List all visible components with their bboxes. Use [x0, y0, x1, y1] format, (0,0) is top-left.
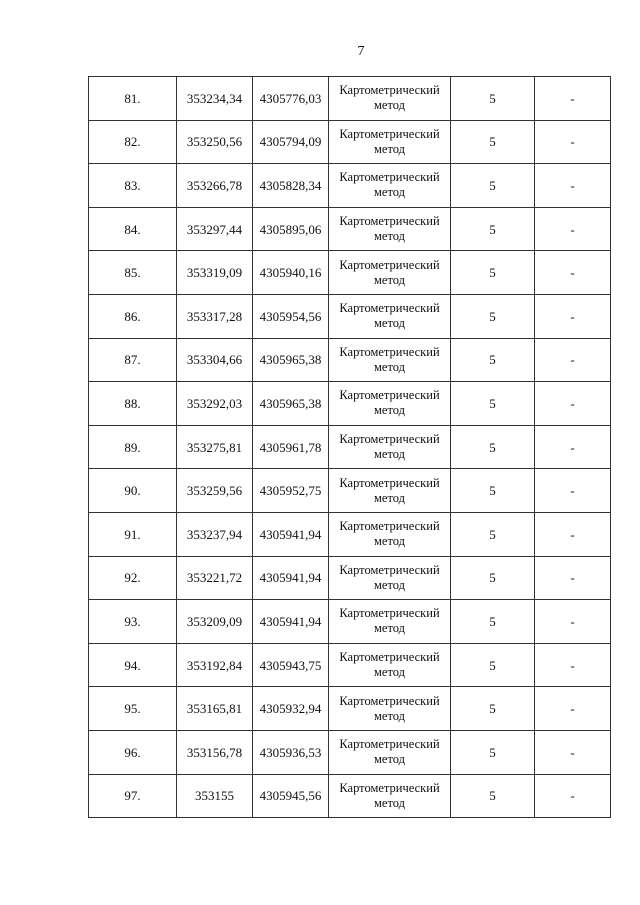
- y-coordinate-cell: 4305828,34: [253, 164, 329, 208]
- y-coordinate-cell: 4305941,94: [253, 512, 329, 556]
- description-cell: -: [535, 425, 611, 469]
- y-coordinate-cell: 4305943,75: [253, 643, 329, 687]
- table-row: [89, 774, 611, 818]
- accuracy-cell: 5: [451, 382, 535, 426]
- y-coordinate-cell: 4305936,53: [253, 730, 329, 774]
- x-coordinate-cell: 353297,44: [177, 207, 253, 251]
- accuracy-cell: 5: [451, 687, 535, 731]
- coordinates-table-body: [89, 77, 611, 818]
- point-number-cell: 87.: [89, 338, 177, 382]
- y-coordinate-cell: 4305961,78: [253, 425, 329, 469]
- y-coordinate-cell: 4305965,38: [253, 382, 329, 426]
- table-row: [89, 469, 611, 513]
- method-cell: Картометрический метод: [329, 207, 451, 251]
- x-coordinate-cell: 353292,03: [177, 382, 253, 426]
- x-coordinate-cell: 353319,09: [177, 251, 253, 295]
- y-coordinate-cell: 4305965,38: [253, 338, 329, 382]
- description-cell: -: [535, 382, 611, 426]
- accuracy-cell: 5: [451, 469, 535, 513]
- y-coordinate-cell: 4305952,75: [253, 469, 329, 513]
- coordinates-table: [88, 76, 611, 818]
- description-cell: -: [535, 164, 611, 208]
- accuracy-cell: 5: [451, 251, 535, 295]
- table-row: [89, 251, 611, 295]
- point-number-cell: 86.: [89, 294, 177, 338]
- method-cell: Картометрический метод: [329, 774, 451, 818]
- y-coordinate-cell: 4305895,06: [253, 207, 329, 251]
- accuracy-cell: 5: [451, 294, 535, 338]
- point-number-cell: 92.: [89, 556, 177, 600]
- accuracy-cell: 5: [451, 556, 535, 600]
- y-coordinate-cell: 4305932,94: [253, 687, 329, 731]
- table-row: [89, 512, 611, 556]
- point-number-cell: 85.: [89, 251, 177, 295]
- table-row: [89, 600, 611, 644]
- point-number-cell: 91.: [89, 512, 177, 556]
- x-coordinate-cell: 353155: [177, 774, 253, 818]
- table-row: [89, 294, 611, 338]
- y-coordinate-cell: 4305794,09: [253, 120, 329, 164]
- description-cell: -: [535, 294, 611, 338]
- accuracy-cell: 5: [451, 512, 535, 556]
- method-cell: Картометрический метод: [329, 382, 451, 426]
- description-cell: -: [535, 774, 611, 818]
- accuracy-cell: 5: [451, 425, 535, 469]
- method-cell: Картометрический метод: [329, 425, 451, 469]
- point-number-cell: 84.: [89, 207, 177, 251]
- x-coordinate-cell: 353266,78: [177, 164, 253, 208]
- page-number: 7: [357, 44, 365, 59]
- description-cell: -: [535, 730, 611, 774]
- accuracy-cell: 5: [451, 774, 535, 818]
- description-cell: -: [535, 251, 611, 295]
- method-cell: Картометрический метод: [329, 77, 451, 121]
- x-coordinate-cell: 353209,09: [177, 600, 253, 644]
- point-number-cell: 89.: [89, 425, 177, 469]
- accuracy-cell: 5: [451, 207, 535, 251]
- table-row: [89, 207, 611, 251]
- method-cell: Картометрический метод: [329, 556, 451, 600]
- x-coordinate-cell: 353259,56: [177, 469, 253, 513]
- point-number-cell: 94.: [89, 643, 177, 687]
- x-coordinate-cell: 353317,28: [177, 294, 253, 338]
- point-number-cell: 83.: [89, 164, 177, 208]
- table-row: [89, 425, 611, 469]
- description-cell: -: [535, 207, 611, 251]
- y-coordinate-cell: 4305954,56: [253, 294, 329, 338]
- method-cell: Картометрический метод: [329, 120, 451, 164]
- accuracy-cell: 5: [451, 77, 535, 121]
- method-cell: Картометрический метод: [329, 469, 451, 513]
- table-row: [89, 730, 611, 774]
- x-coordinate-cell: 353234,34: [177, 77, 253, 121]
- table-row: [89, 77, 611, 121]
- x-coordinate-cell: 353156,78: [177, 730, 253, 774]
- point-number-cell: 90.: [89, 469, 177, 513]
- x-coordinate-cell: 353304,66: [177, 338, 253, 382]
- description-cell: -: [535, 600, 611, 644]
- x-coordinate-cell: 353192,84: [177, 643, 253, 687]
- point-number-cell: 97.: [89, 774, 177, 818]
- accuracy-cell: 5: [451, 120, 535, 164]
- method-cell: Картометрический метод: [329, 643, 451, 687]
- description-cell: -: [535, 643, 611, 687]
- table-row: [89, 164, 611, 208]
- description-cell: -: [535, 556, 611, 600]
- description-cell: -: [535, 120, 611, 164]
- y-coordinate-cell: 4305940,16: [253, 251, 329, 295]
- method-cell: Картометрический метод: [329, 251, 451, 295]
- accuracy-cell: 5: [451, 164, 535, 208]
- table-row: [89, 338, 611, 382]
- description-cell: -: [535, 469, 611, 513]
- point-number-cell: 82.: [89, 120, 177, 164]
- method-cell: Картометрический метод: [329, 730, 451, 774]
- description-cell: -: [535, 338, 611, 382]
- point-number-cell: 81.: [89, 77, 177, 121]
- x-coordinate-cell: 353250,56: [177, 120, 253, 164]
- y-coordinate-cell: 4305945,56: [253, 774, 329, 818]
- method-cell: Картометрический метод: [329, 164, 451, 208]
- method-cell: Картометрический метод: [329, 687, 451, 731]
- description-cell: -: [535, 77, 611, 121]
- description-cell: -: [535, 687, 611, 731]
- table-row: [89, 382, 611, 426]
- table-row: [89, 556, 611, 600]
- point-number-cell: 96.: [89, 730, 177, 774]
- y-coordinate-cell: 4305941,94: [253, 556, 329, 600]
- point-number-cell: 93.: [89, 600, 177, 644]
- x-coordinate-cell: 353221,72: [177, 556, 253, 600]
- x-coordinate-cell: 353275,81: [177, 425, 253, 469]
- method-cell: Картометрический метод: [329, 600, 451, 644]
- table-row: [89, 687, 611, 731]
- y-coordinate-cell: 4305776,03: [253, 77, 329, 121]
- accuracy-cell: 5: [451, 600, 535, 644]
- x-coordinate-cell: 353237,94: [177, 512, 253, 556]
- point-number-cell: 88.: [89, 382, 177, 426]
- accuracy-cell: 5: [451, 643, 535, 687]
- accuracy-cell: 5: [451, 730, 535, 774]
- method-cell: Картометрический метод: [329, 512, 451, 556]
- accuracy-cell: 5: [451, 338, 535, 382]
- table-row: [89, 120, 611, 164]
- method-cell: Картометрический метод: [329, 294, 451, 338]
- method-cell: Картометрический метод: [329, 338, 451, 382]
- description-cell: -: [535, 512, 611, 556]
- table-row: [89, 643, 611, 687]
- y-coordinate-cell: 4305941,94: [253, 600, 329, 644]
- point-number-cell: 95.: [89, 687, 177, 731]
- x-coordinate-cell: 353165,81: [177, 687, 253, 731]
